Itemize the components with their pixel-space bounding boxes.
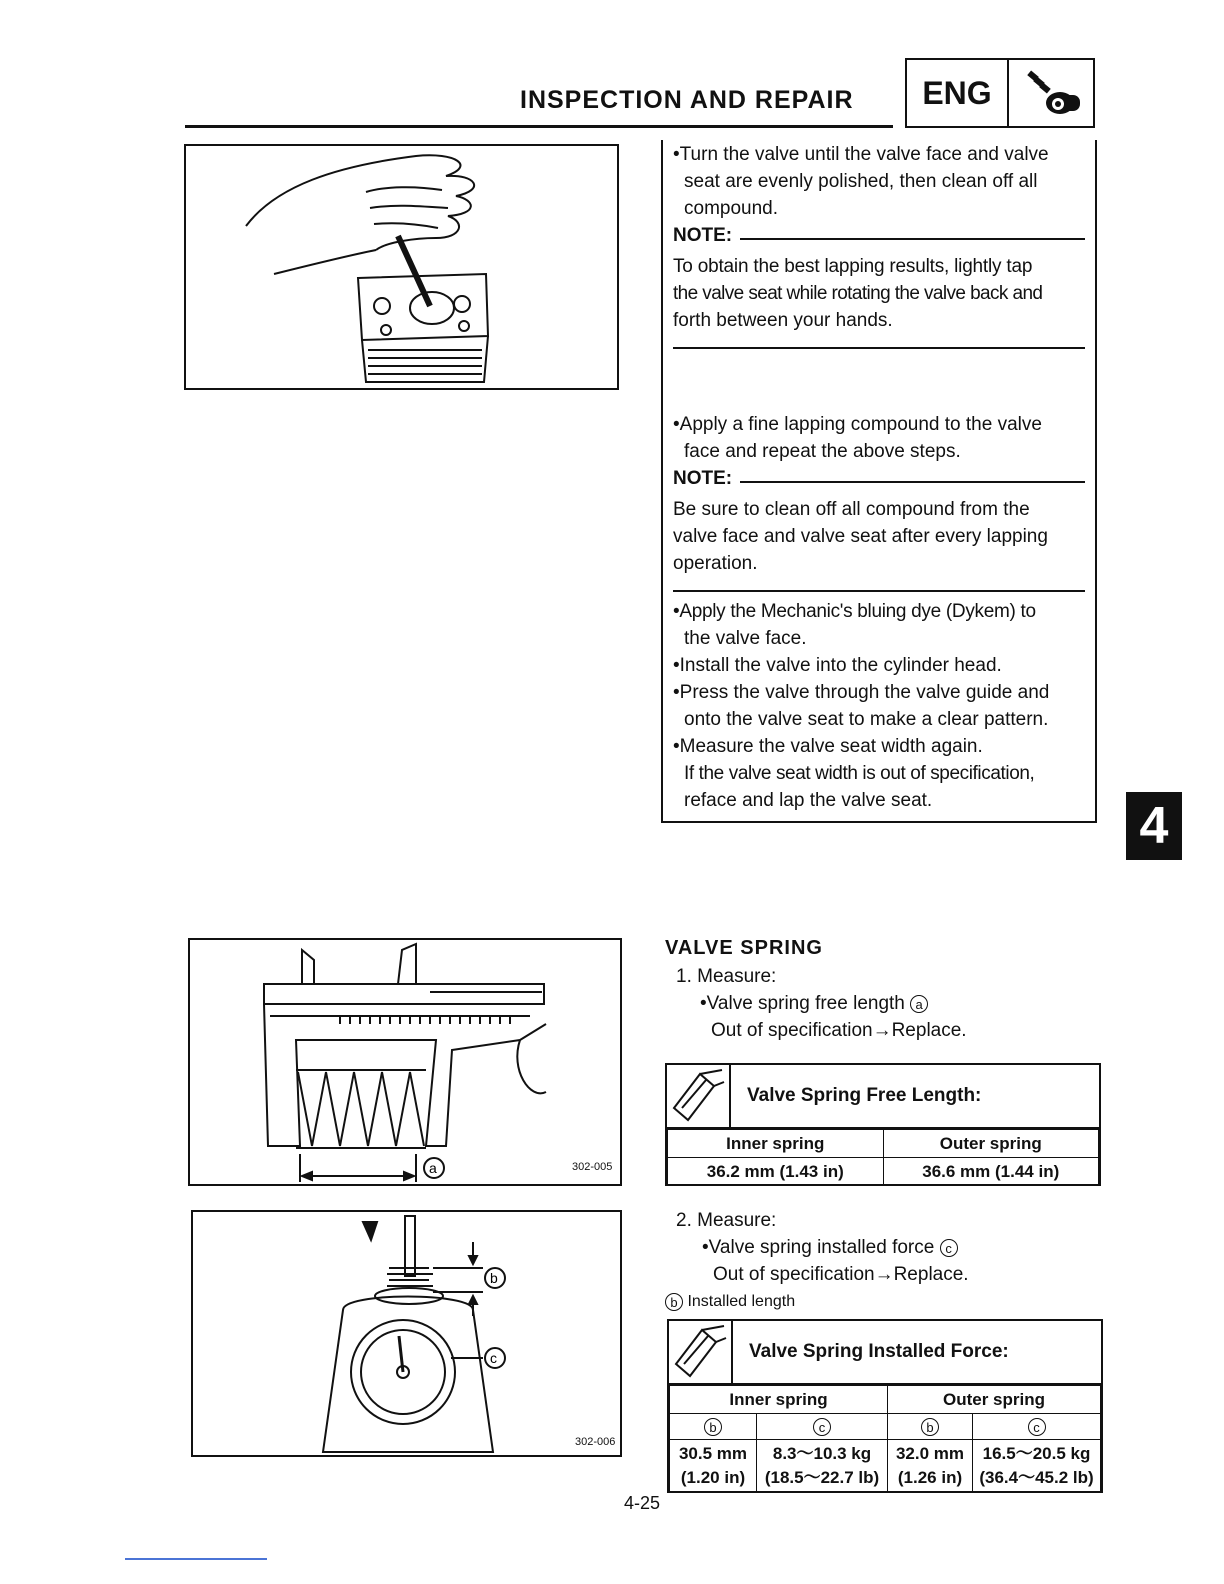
lapping-step-4: •Install the valve into the cylinder head. [673, 655, 1002, 676]
lapping-step-6-cont: If the valve seat width is out of specification, [684, 763, 1035, 784]
column-group-header: Outer spring [888, 1386, 1101, 1414]
lapping-step-5-cont: onto the valve seat to make a clear pattern. [684, 709, 1049, 730]
section-badge [905, 58, 1095, 128]
lapping-step-6: •Measure the valve seat width again. [673, 736, 983, 757]
column-header: Inner spring [668, 1130, 884, 1158]
measure-action: Out of specification→Replace. [711, 1020, 967, 1041]
measure-item: •Valve spring installed force c [676, 1234, 969, 1261]
measure-action: Out of specification→Replace. [713, 1264, 969, 1285]
spec-cell: 16.5～20.5 kg (36.4～45.2 lb) [973, 1440, 1101, 1493]
note-text: Be sure to clean off all compound from the [673, 499, 1030, 520]
column-subheader: b [704, 1418, 722, 1436]
note-text: To obtain the best lapping results, lightly tap [673, 256, 1033, 277]
lapping-step-2: •Apply a fine lapping compound to the valve [673, 414, 1042, 435]
column-subheader: c [1028, 1418, 1046, 1436]
chapter-tab: 4 [1126, 792, 1182, 860]
caliper-spring-icon [190, 940, 620, 1184]
lapping-step-3-cont: the valve face. [684, 628, 807, 649]
page-title: INSPECTION AND REPAIR [520, 86, 854, 114]
lapping-step-6-cont: reface and lap the valve seat. [684, 790, 933, 811]
callout-a: a [429, 1160, 437, 1176]
lapping-step-1-cont: seat are evenly polished, then clean off all [684, 171, 1038, 192]
column-group-header: Inner spring [670, 1386, 888, 1414]
note-heading [673, 222, 1085, 249]
measure-label: 2. Measure: [676, 1210, 777, 1231]
callout-b: b [490, 1270, 498, 1286]
spec-cell: 30.5 mm (1.20 in) [670, 1440, 757, 1493]
header-divider [185, 125, 893, 128]
figure-code: 302-005 [572, 1161, 613, 1173]
callout-c: c [490, 1350, 497, 1366]
column-subheader: c [813, 1418, 831, 1436]
measure-item: •Valve spring free length a [676, 990, 967, 1017]
section-badge-label: ENG [907, 60, 1009, 126]
lapping-step-3: •Apply the Mechanic's bluing dye (Dykem) to [673, 601, 1036, 622]
spring-scale-icon [193, 1212, 620, 1455]
lapping-procedure-text [673, 141, 1085, 814]
lapping-step-1-cont: compound. [684, 198, 779, 219]
note-text: valve face and valve seat after every lapping [673, 526, 1048, 547]
section-heading: VALVE SPRING [665, 937, 823, 959]
note-text: forth between your hands. [673, 310, 893, 331]
note-text: the valve seat while rotating the valve back and [673, 283, 1043, 304]
spec-value: 36.6 mm (1.44 in) [883, 1158, 1099, 1186]
engine-valve-icon [1009, 60, 1093, 126]
column-subheader: b [921, 1418, 939, 1436]
note-text: operation. [673, 553, 758, 574]
hands-lapping-valve-icon [186, 146, 617, 388]
figure-code: 302-006 [575, 1436, 616, 1448]
spec-cell: 8.3～10.3 kg (18.5～22.7 lb) [757, 1440, 888, 1493]
caliper-figure [188, 938, 622, 1186]
lapping-step-2-cont: face and repeat the above steps. [684, 441, 961, 462]
note-heading [673, 465, 1085, 492]
callout-b-mark: b [665, 1293, 683, 1311]
installed-force-spec-table [667, 1319, 1103, 1493]
spec-value: 36.2 mm (1.43 in) [668, 1158, 884, 1186]
callout-a-mark: a [910, 995, 928, 1013]
footer-rule [125, 1558, 267, 1560]
spec-table-title: Valve Spring Installed Force: [749, 1341, 1009, 1362]
lapping-step-5: •Press the valve through the valve guide and [673, 682, 1050, 703]
page-number: 4-25 [624, 1493, 661, 1513]
measure-step-2 [676, 1207, 969, 1288]
spec-wrench-icon [669, 1321, 733, 1383]
spec-table-title: Valve Spring Free Length: [747, 1085, 982, 1106]
column-header: Outer spring [883, 1130, 1099, 1158]
spec-cell: 32.0 mm (1.26 in) [888, 1440, 973, 1493]
measure-step-1 [676, 963, 967, 1044]
callout-c-mark: c [940, 1239, 958, 1257]
lapping-step-1: •Turn the valve until the valve face and valve [673, 144, 1049, 165]
spec-wrench-icon [667, 1065, 731, 1127]
lapping-figure [184, 144, 619, 390]
free-length-spec-table [665, 1063, 1101, 1186]
measure-label: 1. Measure: [676, 966, 777, 987]
scale-figure [191, 1210, 622, 1457]
note-label: NOTE: [673, 225, 733, 246]
note-label: NOTE: [673, 468, 733, 489]
installed-length-legend: b Installed length [665, 1293, 795, 1311]
